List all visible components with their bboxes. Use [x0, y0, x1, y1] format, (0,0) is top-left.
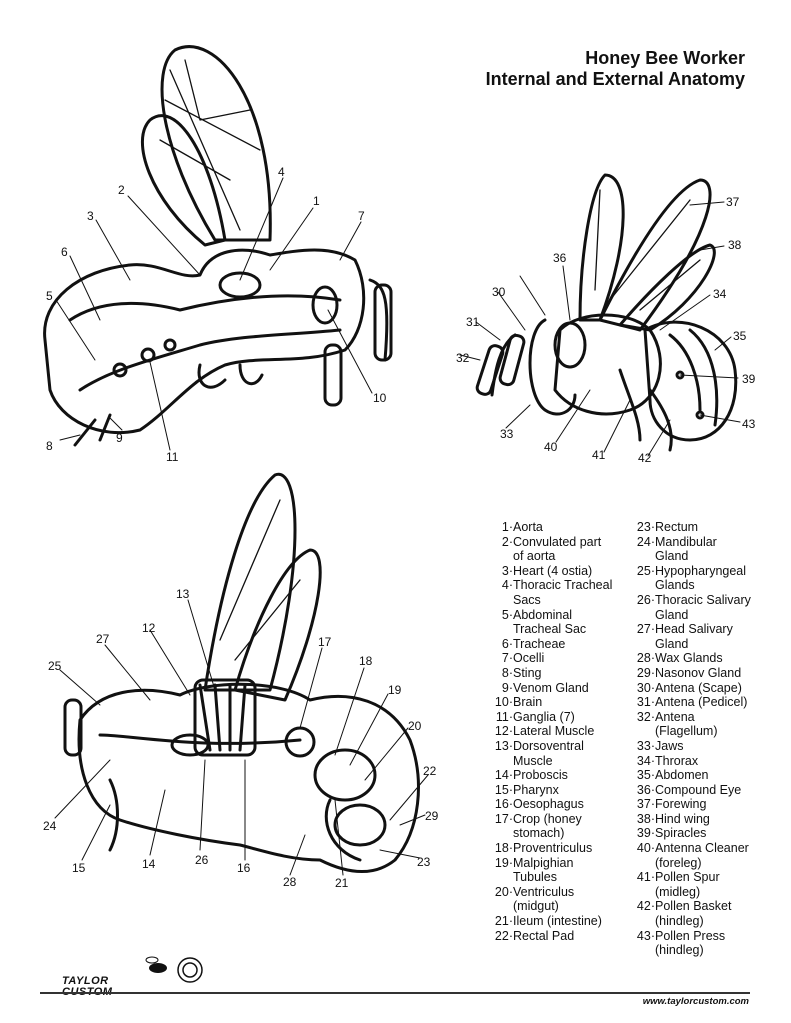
- callout-3: 3: [87, 209, 94, 223]
- legend-row: 38· Hind wing: [636, 811, 710, 826]
- callout-1: 1: [313, 194, 320, 208]
- callout-29: 29: [425, 809, 439, 823]
- callout-28: 28: [283, 875, 297, 889]
- antenna-segments: [370, 280, 387, 360]
- callout-22: 22: [423, 764, 437, 778]
- legend-row: 39· Spiracles: [636, 826, 707, 841]
- callout-39: 39: [742, 372, 756, 386]
- callout-36: 36: [553, 251, 567, 265]
- callout-41: 41: [592, 448, 606, 462]
- callout-10: 10: [373, 391, 387, 405]
- legend-row: 32· Antena: [636, 709, 695, 724]
- callout-5: 5: [46, 289, 53, 303]
- legend-row: (midleg): [655, 884, 701, 899]
- callout-12: 12: [142, 621, 156, 635]
- callout-6: 6: [61, 245, 68, 259]
- brand-logo: [62, 976, 112, 998]
- legend-row: 25· Hypopharyngeal: [636, 563, 747, 578]
- callout-13: 13: [176, 587, 190, 601]
- callout-35: 35: [733, 329, 747, 343]
- legend-row: stomach): [513, 826, 565, 841]
- legend-row: of aorta: [513, 549, 556, 564]
- legend-row: 13· Dorsoventral: [494, 738, 584, 753]
- legend-row: 22· Rectal Pad: [494, 928, 575, 943]
- legend-row: 27· Head Salivary: [636, 622, 733, 637]
- callout-9: 9: [116, 431, 123, 445]
- callout-14: 14: [142, 857, 156, 871]
- callout-30: 30: [492, 285, 506, 299]
- legend-row: 31· Antena (Pedicel): [636, 695, 748, 710]
- legend-row: 40· Antenna Cleaner: [636, 841, 749, 856]
- legend-row: Tubules: [513, 870, 558, 885]
- callout-32: 32: [456, 351, 470, 365]
- legend-row: 7· Ocelli: [501, 651, 545, 666]
- legend-row: 1· Aorta: [501, 520, 543, 534]
- callout-16: 16: [237, 861, 251, 875]
- logo-flower-icon: [178, 958, 202, 982]
- legend-row: 30· Antena (Scape): [636, 680, 742, 695]
- legend-row: 3· Heart (4 ostia): [501, 563, 593, 578]
- callout-38: 38: [728, 238, 742, 252]
- legend-row: 36· Compound Eye: [636, 782, 742, 797]
- logo-bee-icon: [146, 957, 167, 973]
- legend-row: 29· Nasonov Gland: [636, 665, 742, 680]
- callout-2: 2: [118, 183, 125, 197]
- callout-8: 8: [46, 439, 53, 453]
- legend-row: 12· Lateral Muscle: [494, 724, 595, 739]
- legend-row: (midgut): [513, 899, 559, 914]
- callout-15: 15: [72, 861, 86, 875]
- callout-43: 43: [742, 417, 756, 431]
- legend-row: 19· Malpighian: [494, 855, 574, 870]
- forewing-shape: [162, 47, 270, 240]
- legend-row: Muscle: [513, 753, 553, 768]
- legend-row: 24· Mandibular: [636, 534, 717, 549]
- callout-25: 25: [48, 659, 62, 673]
- legend-row: 37· Forewing: [636, 797, 707, 812]
- callout-17: 17: [318, 635, 332, 649]
- footer-url: www.taylorcustom.com: [642, 996, 749, 1007]
- forewing-shape: [580, 175, 623, 320]
- legend-row: (Flagellum): [655, 724, 718, 739]
- callout-40: 40: [544, 440, 558, 454]
- legend-row: (foreleg): [655, 855, 702, 870]
- legend-row: Gland: [655, 549, 689, 564]
- legend-row: 16· Oesophagus: [494, 797, 584, 812]
- callout-19: 19: [388, 683, 402, 697]
- legend-row: 2· Convulated part: [501, 534, 602, 549]
- legend-row: 11· Ganglia (7): [495, 709, 575, 724]
- callout-33: 33: [500, 427, 514, 441]
- legend-row: 17· Crop (honey: [494, 811, 582, 826]
- body-outline: [45, 250, 364, 433]
- legend-row: 35· Abdomen: [636, 768, 709, 783]
- title-line-1: Honey Bee Worker: [585, 48, 745, 68]
- legend-row: Gland: [655, 636, 689, 651]
- callout-34: 34: [713, 287, 727, 301]
- legend-row: Gland: [655, 607, 689, 622]
- title-line-2: Internal and External Anatomy: [485, 69, 745, 89]
- callout-26: 26: [195, 853, 209, 867]
- external-anatomy-drawing: [476, 175, 736, 450]
- legend-row: 10· Brain: [494, 695, 543, 710]
- legend-row: 9· Venom Gland: [501, 680, 589, 695]
- legend-row: 43· Pollen Press: [636, 928, 726, 943]
- callout-37: 37: [726, 195, 740, 209]
- forewing-shape: [205, 474, 295, 690]
- legend-row: 6· Tracheae: [501, 636, 566, 651]
- legend-row: 26· Thoracic Salivary: [636, 592, 751, 607]
- callout-21: 21: [335, 876, 349, 890]
- callout-27: 27: [96, 632, 110, 646]
- legend-row: (hindleg): [655, 943, 704, 958]
- callout-24: 24: [43, 819, 57, 833]
- callout-4: 4: [278, 165, 285, 179]
- legend-row: 28· Wax Glands: [636, 651, 723, 666]
- legend-row: 42· Pollen Basket: [636, 899, 732, 914]
- legend-row: 23· Rectum: [636, 520, 699, 534]
- callout-18: 18: [359, 654, 373, 668]
- logo-line-1: TAYLOR: [62, 975, 109, 987]
- legend-row: Glands: [655, 578, 695, 593]
- callout-7: 7: [358, 209, 365, 223]
- callout-20: 20: [408, 719, 422, 733]
- legend-column-1: [493, 520, 628, 943]
- legend-row: 33· Jaws: [636, 738, 684, 753]
- legend-row: Sacs: [513, 592, 541, 607]
- hindwing-shape: [235, 550, 320, 700]
- legend-row: 8· Sting: [501, 665, 542, 680]
- legend-row: 18· Proventriculus: [494, 841, 593, 856]
- callout-31: 31: [466, 315, 480, 329]
- legend-row: 34· Throrax: [636, 753, 699, 768]
- callout-23: 23: [417, 855, 431, 869]
- callout-11: 11: [166, 450, 179, 464]
- legend-column-2: [635, 520, 785, 958]
- digestive-anatomy-drawing: [65, 474, 418, 871]
- callout-42: 42: [638, 451, 652, 465]
- internal-anatomy-drawing: [45, 47, 391, 445]
- legend-row: 14· Proboscis: [494, 768, 568, 783]
- legend-row: 4· Thoracic Tracheal: [501, 578, 613, 593]
- footer-divider: [40, 992, 750, 994]
- legend-row: 21· Ileum (intestine): [494, 914, 602, 929]
- legend-row: 20· Ventriculus: [494, 884, 575, 899]
- legend-row: 41· Pollen Spur: [636, 870, 720, 885]
- legend-row: 15· Pharynx: [494, 782, 559, 797]
- legend-row: 5· Abdominal: [501, 607, 573, 622]
- legend-row: Tracheal Sac: [513, 622, 587, 637]
- legend-row: (hindleg): [655, 914, 704, 929]
